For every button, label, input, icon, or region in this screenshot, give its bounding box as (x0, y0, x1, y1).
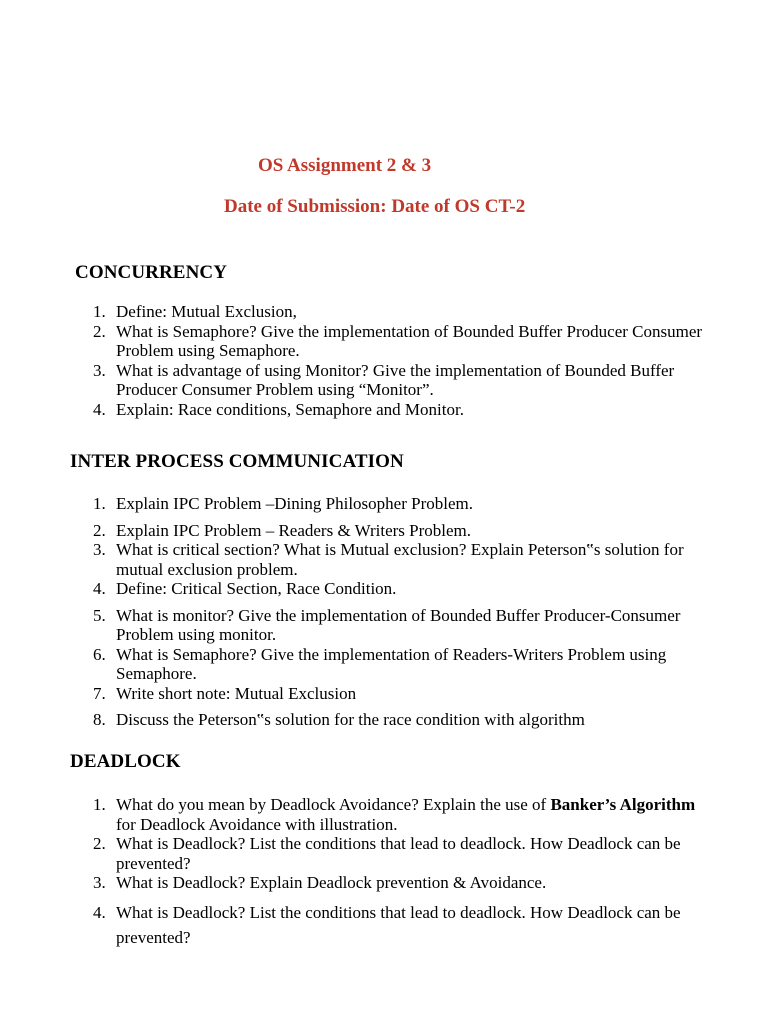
item-text: What is Semaphore? Give the implementation of Readers-Writers Problem using Semaphore. (116, 644, 667, 683)
item-text: What is monitor? Give the implementation of Bounded Buffer Producer-Consumer Problem using monitor. (116, 605, 681, 644)
submission-date: Date of Submission: Date of OS CT-2 (224, 196, 526, 217)
item-text: Explain IPC Problem – Readers & Writers Problem. (116, 520, 472, 540)
item-text: What is Semaphore? Give the implementation of Bounded Buffer Producer Consumer Problem using Semaphore. (116, 321, 703, 360)
item-number: 1. (93, 795, 106, 814)
list-item (0, 400, 716, 420)
ipc-question-list (0, 494, 716, 730)
item-number: 2. (93, 834, 106, 853)
item-number: 3. (93, 873, 106, 892)
item-text: Explain: Race conditions, Semaphore and Monitor. (116, 399, 464, 419)
list-item (0, 361, 716, 400)
list-item (0, 795, 716, 834)
item-text: Explain IPC Problem –Dining Philosopher Problem. (116, 494, 473, 513)
list-item (0, 302, 716, 322)
item-text: Define: Mutual Exclusion, (116, 302, 297, 321)
list-item (0, 900, 716, 950)
list-item (0, 606, 716, 645)
item-number: 4. (93, 902, 106, 922)
item-number: 3. (93, 360, 106, 380)
concurrency-question-list (0, 302, 716, 419)
item-text: What is Deadlock? List the conditions that lead to deadlock. How Deadlock can be prevented? (116, 902, 681, 947)
item-number: 3. (93, 540, 106, 559)
list-item (0, 521, 716, 541)
item-number: 1. (93, 302, 106, 321)
item-number: 2. (93, 321, 106, 341)
item-text: What is Deadlock? Explain Deadlock prevention & Avoidance. (116, 873, 547, 892)
item-text: for Deadlock Avoidance with illustration. (116, 814, 398, 834)
deadlock-question-list (0, 795, 716, 950)
item-number: 7. (93, 683, 106, 703)
item-text-bold: Banker’s Algorithm (550, 795, 696, 814)
section-heading-deadlock: DEADLOCK (70, 751, 181, 772)
assignment-title: OS Assignment 2 & 3 (258, 155, 432, 176)
item-text: What do you mean by Deadlock Avoidance? Explain the use of (116, 795, 551, 814)
item-text: What is advantage of using Monitor? Give the implementation of Bounded Buffer Producer Consumer Problem using “Monitor”. (116, 360, 675, 399)
item-number: 8. (93, 710, 106, 729)
section-heading-ipc: INTER PROCESS COMMUNICATION (70, 451, 404, 472)
item-text: Write short note: Mutual Exclusion (116, 683, 357, 703)
list-item (0, 540, 716, 579)
item-number: 2. (93, 520, 106, 540)
item-text: Discuss the Peterson‟s solution for the race condition with algorithm (116, 710, 585, 729)
section-heading-concurrency: CONCURRENCY (75, 262, 228, 283)
list-item (0, 834, 716, 873)
list-item (0, 579, 716, 599)
item-number: 6. (93, 644, 106, 664)
list-item (0, 645, 716, 684)
item-text: Define: Critical Section, Race Condition. (116, 579, 397, 598)
list-item (0, 494, 716, 514)
item-number: 5. (93, 605, 106, 625)
list-item (0, 684, 716, 704)
item-text: What is critical section? What is Mutual exclusion? Explain Peterson‟s solution for mutual exclusion problem. (116, 540, 684, 579)
list-item (0, 710, 716, 730)
list-item (0, 322, 716, 361)
list-item (0, 873, 716, 893)
item-text: What is Deadlock? List the conditions that lead to deadlock. How Deadlock can be prevented? (116, 834, 681, 873)
item-number: 4. (93, 579, 106, 598)
item-number: 4. (93, 399, 106, 419)
item-number: 1. (93, 494, 106, 513)
